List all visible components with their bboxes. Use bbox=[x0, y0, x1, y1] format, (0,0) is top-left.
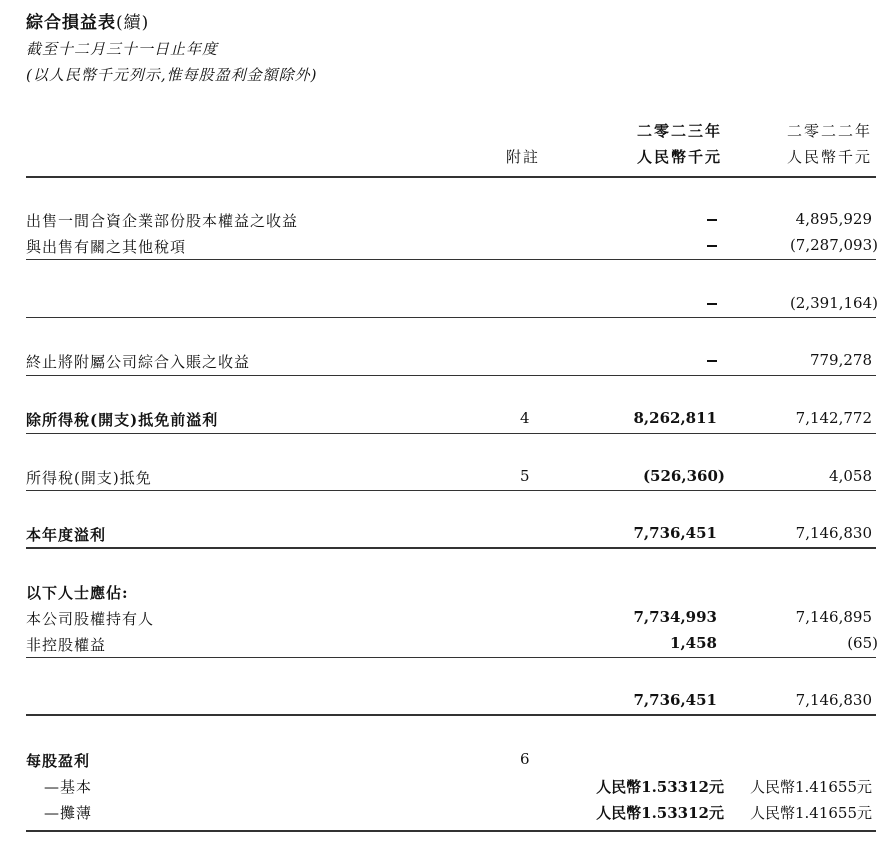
table-row-nci bbox=[0, 634, 889, 656]
row-label: —基本 bbox=[44, 778, 93, 796]
row-label: 出售一間合資企業部份股本權益之收益 bbox=[26, 212, 299, 230]
prior-year-value: (2,391,164) bbox=[789, 294, 878, 312]
current-year-value: 7,736,451 bbox=[633, 691, 717, 709]
prior-year-value: 4,058 bbox=[829, 467, 872, 485]
prior-year-value: 7,146,830 bbox=[795, 691, 872, 709]
row-divider-double bbox=[26, 830, 876, 832]
column-header-current-year: 二零二三年 bbox=[636, 122, 722, 140]
current-year-value: 人民幣1.53312元 bbox=[596, 778, 724, 796]
current-year-value bbox=[560, 351, 717, 369]
current-year-value: 1,458 bbox=[670, 634, 717, 652]
row-divider bbox=[26, 490, 876, 491]
note-ref: 6 bbox=[520, 750, 530, 768]
prior-year-value: (7,287,093) bbox=[789, 236, 878, 254]
table-row-owners bbox=[0, 608, 889, 630]
note-ref: 5 bbox=[520, 467, 530, 485]
prior-year-value: 人民幣1.41655元 bbox=[749, 778, 872, 796]
period-subtitle: 截至十二月三十一日止年度 bbox=[26, 40, 219, 58]
row-label: 終止將附屬公司綜合入賬之收益 bbox=[26, 353, 251, 371]
table-row-gain-deconsolidation bbox=[0, 351, 889, 373]
title-continued: (續) bbox=[116, 13, 150, 33]
section-heading: 以下人士應佔: bbox=[26, 584, 129, 602]
prior-year-value: 人民幣1.41655元 bbox=[749, 804, 872, 822]
row-divider-double bbox=[26, 547, 876, 549]
row-divider bbox=[26, 375, 876, 376]
row-divider-double bbox=[26, 714, 876, 716]
row-label: —攤薄 bbox=[44, 804, 93, 822]
table-row-other-taxes bbox=[0, 236, 889, 258]
prior-year-value: 779,278 bbox=[809, 351, 872, 369]
page-title bbox=[26, 8, 149, 33]
table-row-profit-year bbox=[0, 524, 889, 546]
row-label: 與出售有關之其他稅項 bbox=[26, 238, 187, 256]
row-label: 除所得稅(開支)抵免前溢利 bbox=[26, 411, 219, 429]
current-year-value: 8,262,811 bbox=[633, 409, 717, 427]
current-year-value bbox=[560, 210, 717, 228]
table-row-subtotal-disposal bbox=[0, 294, 889, 316]
current-year-value bbox=[560, 236, 717, 254]
current-year-value: 7,734,993 bbox=[633, 608, 717, 626]
row-label: 非控股權益 bbox=[26, 636, 107, 654]
column-header-current-unit: 人民幣千元 bbox=[636, 148, 722, 166]
title-text: 綜合損益表 bbox=[26, 13, 116, 33]
prior-year-value: 4,895,929 bbox=[795, 210, 872, 228]
prior-year-value: (65) bbox=[847, 634, 878, 652]
row-divider bbox=[26, 317, 876, 318]
column-header-prior-year: 二零二二年 bbox=[786, 122, 872, 140]
table-row-eps-diluted bbox=[0, 802, 889, 824]
current-year-value: (526,360) bbox=[642, 467, 725, 485]
prior-year-value: 7,146,895 bbox=[795, 608, 872, 626]
section-heading: 每股盈利 bbox=[26, 752, 91, 770]
table-row-profit-before-tax bbox=[0, 409, 889, 431]
table-row-income-tax bbox=[0, 467, 889, 489]
current-year-value: 人民幣1.53312元 bbox=[596, 804, 724, 822]
prior-year-value: 7,146,830 bbox=[795, 524, 872, 542]
row-divider bbox=[26, 433, 876, 434]
row-label: 本年度溢利 bbox=[26, 526, 107, 544]
header-divider bbox=[26, 176, 876, 178]
column-header-prior-unit: 人民幣千元 bbox=[786, 148, 872, 166]
row-divider bbox=[26, 657, 876, 658]
row-label: 所得稅(開支)抵免 bbox=[26, 469, 152, 487]
note-ref: 4 bbox=[520, 409, 530, 427]
units-subtitle: (以人民幣千元列示,惟每股盈利金額除外) bbox=[26, 66, 318, 84]
table-row-eps-heading bbox=[0, 750, 889, 772]
table-row-eps-basic bbox=[0, 776, 889, 798]
current-year-value: 7,736,451 bbox=[633, 524, 717, 542]
row-label: 本公司股權持有人 bbox=[26, 610, 155, 628]
table-row-gain-disposal bbox=[0, 210, 889, 232]
table-row-attributable-total bbox=[0, 691, 889, 713]
prior-year-value: 7,142,772 bbox=[795, 409, 872, 427]
current-year-value bbox=[560, 294, 717, 312]
table-row-attributable-heading bbox=[0, 582, 889, 604]
column-header-note: 附註 bbox=[506, 148, 541, 166]
row-divider bbox=[26, 259, 876, 260]
